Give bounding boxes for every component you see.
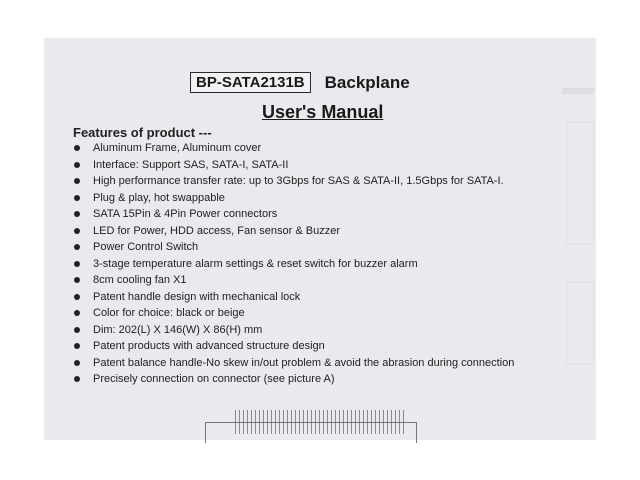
feature-item xyxy=(73,173,514,190)
feature-text: Precisely connection on connector (see picture A) xyxy=(93,373,335,385)
bullet-icon xyxy=(74,277,80,283)
bullet-icon xyxy=(74,343,80,349)
backplane-illustration xyxy=(205,410,415,440)
feature-item xyxy=(73,223,514,240)
backplane-frame-graphic xyxy=(205,422,417,443)
feature-text: Patent balance handle-No skew in/out problem & avoid the abrasion during connection xyxy=(93,356,515,369)
model-code: BP-SATA2131B xyxy=(190,72,311,93)
feature-item xyxy=(73,157,514,174)
feature-item xyxy=(73,305,514,322)
bullet-icon xyxy=(74,178,80,184)
feature-item xyxy=(73,140,514,157)
feature-item xyxy=(73,206,514,223)
feature-text: 3-stage temperature alarm settings & reset switch for buzzer alarm xyxy=(93,257,418,270)
bleed-through-shadow xyxy=(556,82,596,382)
bullet-icon xyxy=(74,327,80,333)
feature-item xyxy=(73,355,514,372)
bullet-icon xyxy=(74,376,80,382)
bullet-icon xyxy=(74,162,80,168)
ghost-mark xyxy=(566,282,594,364)
bullet-icon xyxy=(74,228,80,234)
bullet-icon xyxy=(74,145,80,151)
feature-text: Plug & play, hot swappable xyxy=(93,191,225,204)
feature-item xyxy=(73,239,514,256)
feature-text: High performance transfer rate: up to 3Gbps for SAS & SATA-II, 1.5Gbps for SATA-I. xyxy=(93,175,504,187)
feature-item xyxy=(73,338,514,355)
title-word: Backplane xyxy=(324,72,410,92)
bullet-icon xyxy=(74,310,80,316)
bullet-icon xyxy=(74,294,80,300)
feature-text: Color for choice: black or beige xyxy=(93,307,245,319)
bullet-icon xyxy=(74,211,80,217)
feature-item xyxy=(73,322,514,339)
feature-item xyxy=(73,371,514,388)
features-heading: Features of product --- xyxy=(73,125,212,140)
title-row xyxy=(190,72,410,93)
feature-text: Power Control Switch xyxy=(93,241,199,253)
feature-text: SATA 15Pin & 4Pin Power connectors xyxy=(93,208,278,220)
ghost-mark xyxy=(562,88,594,94)
feature-item xyxy=(73,190,514,207)
feature-text: Aluminum Frame, Aluminum cover xyxy=(93,142,262,154)
bullet-icon xyxy=(74,195,80,201)
feature-text: Patent handle design with mechanical lock xyxy=(93,290,301,303)
feature-text: 8cm cooling fan X1 xyxy=(93,274,187,286)
feature-text: Patent products with advanced structure design xyxy=(93,340,325,352)
feature-text: LED for Power, HDD access, Fan sensor & Buzzer xyxy=(93,224,340,237)
feature-item xyxy=(73,272,514,289)
bullet-icon xyxy=(74,360,80,366)
bullet-icon xyxy=(74,244,80,250)
feature-text: Interface: Support SAS, SATA-I, SATA-II xyxy=(93,158,289,171)
feature-text: Dim: 202(L) X 146(W) X 86(H) mm xyxy=(93,323,263,336)
features-list xyxy=(73,140,514,388)
feature-item xyxy=(73,256,514,273)
manual-title: User's Manual xyxy=(262,102,384,122)
bullet-icon xyxy=(74,261,80,267)
feature-item xyxy=(73,289,514,306)
ghost-mark xyxy=(566,122,594,244)
